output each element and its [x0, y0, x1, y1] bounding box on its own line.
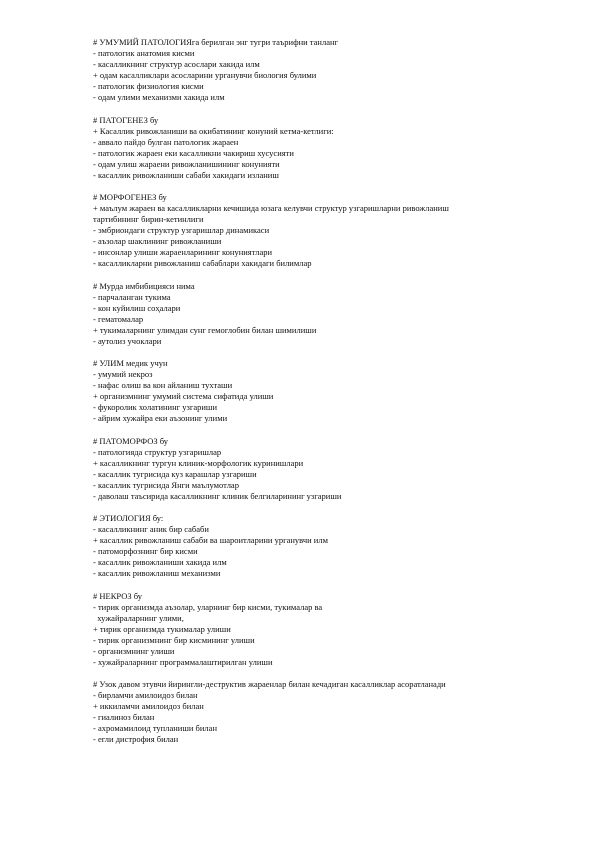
- answer-option: - тирик организмда аъзолар, уларнинг бир кисми, тукималар ва: [93, 601, 323, 612]
- answer-option: + маълум жараен ва касалликларни кечишида юзага келувчи структур узгаришларни ривожланиш: [93, 203, 449, 213]
- answer-option: - организмнинг улиши: [93, 645, 175, 656]
- answer-option: - парчаланган тукима: [93, 291, 171, 302]
- answer-option: - тирик организмнинг бир кисмининг улиши: [93, 634, 255, 645]
- question-block: [93, 679, 563, 745]
- answer-option: + иккиламчи амилоидоз билан: [93, 701, 204, 711]
- answer-option: хужайраларнинг улими,: [93, 612, 184, 623]
- answer-option: - аутолиз учоклари: [93, 335, 162, 346]
- question-text: # Мурда имбибицияси нима: [93, 280, 195, 291]
- answer-option: - айрим хужайра еки аъзонинг улими: [93, 413, 228, 423]
- answer-option: тартибининг бирин-кетинлиги: [93, 214, 204, 224]
- answer-option: - аъзолар шаклининг ривожланиши: [93, 236, 222, 246]
- answer-option: + одам касалликлари асосларини урганувчи биология булими: [93, 70, 317, 80]
- answer-option: - касаллик ривожланиши хакида илм: [93, 557, 227, 567]
- answer-option: - касалликларни ривожланиш сабаблари хакидаги билимлар: [93, 258, 312, 268]
- answer-option: - одам улиш жараени ривожланишининг конунияти: [93, 158, 280, 169]
- answer-option: - гематомалар: [93, 313, 144, 324]
- answer-option: - касалликнинг аник бир сабаби: [93, 524, 209, 534]
- answer-option: - касалликнинг структур асослари хакида илм: [93, 59, 260, 69]
- question-block: [93, 513, 563, 579]
- answer-option: - касаллик тугрисида Янги маълумотлар: [93, 479, 239, 490]
- answer-option: - умумий некроз: [93, 369, 153, 379]
- answer-option: + Касаллик ривожланиши ва окибатининг конуний кетма-кетлиги:: [93, 125, 334, 136]
- question-text: # НЕКРОЗ бу: [93, 590, 142, 601]
- answer-option: - даволаш таъсирида касалликнинг клиник белгиларининг узгариши: [93, 490, 342, 501]
- question-block: [93, 115, 563, 181]
- document-body: [93, 37, 563, 757]
- answer-option: - егли дистрофия билан: [93, 734, 179, 744]
- answer-option: - патологик анатомия кисми: [93, 48, 195, 58]
- answer-option: - эмбриондаги структур узгаришлар динамикаси: [93, 225, 270, 235]
- answer-option: + тукималарнинг улимдан сунг гемоглобин билан шимилиши: [93, 324, 317, 335]
- question-text: # ПАТОМОРФОЗ бу: [93, 435, 168, 446]
- answer-option: + организмнинг умумий система сифатида улиши: [93, 391, 274, 401]
- answer-option: - ахромамилоид тупланиши билан: [93, 723, 217, 733]
- question-text: # УМУМИЙ ПАТОЛОГИЯга берилган энг тугри таърифни танланг: [93, 37, 338, 47]
- question-text: # ПАТОГЕНЕЗ бу: [93, 114, 159, 125]
- question-text: # МОРФОГЕНЕЗ бу: [93, 192, 167, 202]
- answer-option: - патологик жараен еки касалликни чакириш хусусияти: [93, 147, 294, 158]
- question-block: [93, 591, 563, 668]
- answer-option: - хужайраларнинг программалаштирилган улиши: [93, 656, 273, 667]
- answer-option: - касаллик ривожланиши сабаби хакидаги изланиш: [93, 169, 279, 180]
- question-text: # Узок давом этувчи йирингли-деструктив жараенлар билан кечадиган касалликлар асоратланади: [93, 679, 446, 689]
- question-block: [93, 358, 563, 424]
- answer-option: - нафас олиш ва кон айланиш тухташи: [93, 380, 233, 390]
- question-block: [93, 281, 563, 347]
- answer-option: + касалликнинг тургун клиник-морфологик куринишлари: [93, 457, 304, 468]
- question-text: # УЛИМ медик учун: [93, 358, 168, 368]
- answer-option: - патологик физиология кисми: [93, 81, 204, 91]
- answer-option: - фукоролик холатининг узгариши: [93, 402, 218, 412]
- answer-option: - патоморфознинг бир кисми: [93, 546, 198, 556]
- answer-option: - касаллик ривожланиш механизми: [93, 568, 221, 578]
- answer-option: - гиалиноз билан: [93, 712, 155, 722]
- answer-option: - одам улими механизми хакида илм: [93, 92, 225, 102]
- answer-option: - касаллик тугрисида куз карашлар узгариши: [93, 468, 257, 479]
- answer-option: - кон куйилиш соҳалари: [93, 302, 181, 313]
- question-text: # ЭТИОЛОГИЯ бу:: [93, 513, 164, 523]
- answer-option: - инсонлар улиши жараенларининг конуниятлари: [93, 247, 273, 257]
- question-block: [93, 37, 563, 103]
- answer-option: - аввало пайдо булган патологик жараен: [93, 136, 239, 147]
- answer-option: + касаллик ривожланиш сабаби ва шароитларини урганувчи илм: [93, 535, 328, 545]
- answer-option: - патологияда структур узгаришлар: [93, 446, 222, 457]
- question-block: [93, 192, 563, 269]
- question-block: [93, 436, 563, 502]
- answer-option: - бирламчи амилоидоз билан: [93, 690, 198, 700]
- answer-option: + тирик организмда тукималар улиши: [93, 623, 231, 634]
